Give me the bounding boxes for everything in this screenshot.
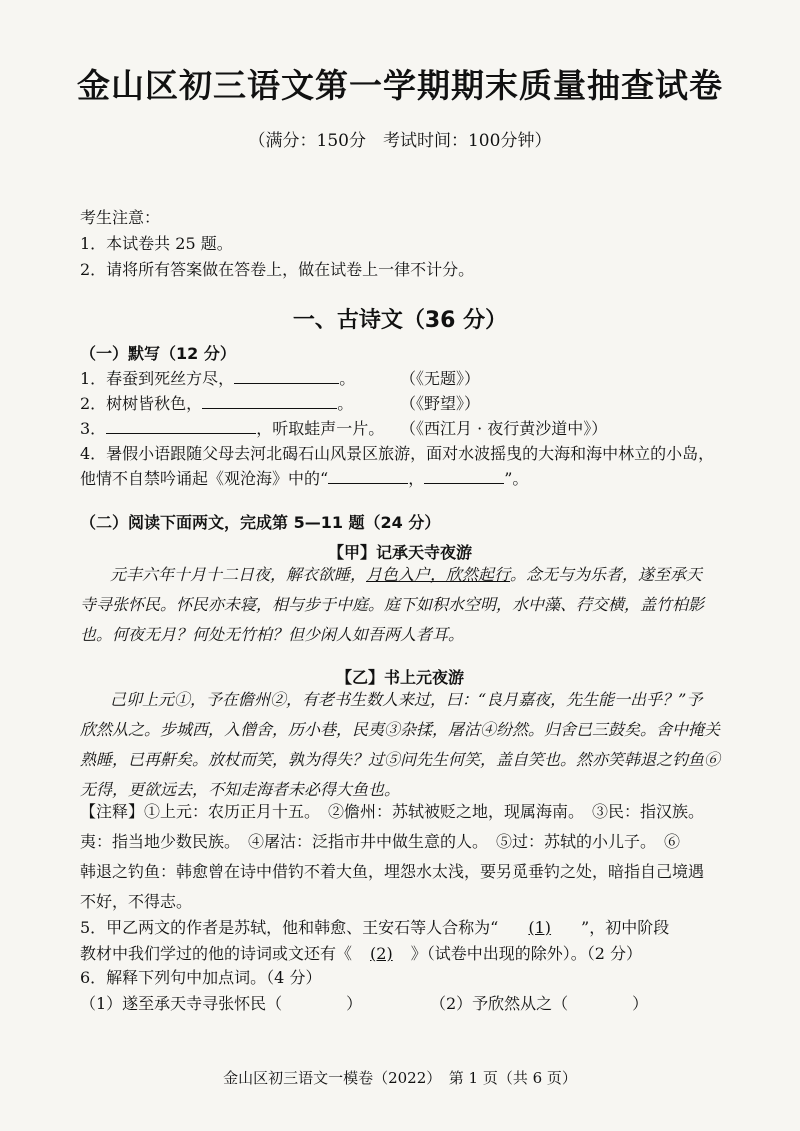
text-span: 》（试卷中出现的除外）。（2 分） — [410, 944, 642, 963]
question-4-line2 — [80, 469, 528, 490]
q2-prefix: 2．树树皆秋色， — [80, 394, 203, 413]
question-4-line1: 4．暑假小语跟随父母去河北碣石山风景区旅游，面对水波摇曳的大海和海中林立的小岛， — [80, 444, 715, 463]
question-5-line1 — [80, 918, 669, 939]
note-line: 韩退之钓鱼：韩愈曾在诗中借钓不着大鱼，埋怨水太浅，要另觅垂钓之处，暗指自己境遇 — [80, 862, 705, 881]
question-5-line2 — [80, 944, 642, 965]
underlined-sentence: 月色入户，欣然起行 — [366, 565, 511, 584]
q2-source: （《野望》） — [400, 394, 481, 413]
annotations — [80, 797, 720, 917]
passage-line: 也。何夜无月？何处无竹柏？但少闲人如吾两人者耳。 — [80, 625, 465, 644]
page-title: 金山区初三语文第一学期期末质量抽查试卷 — [77, 66, 723, 105]
question-6-item-1: （1）遂至承天寺寻张怀民（ ） — [80, 994, 363, 1013]
q4-end: ”。 — [504, 469, 529, 488]
part-heading: （二）阅读下面两文，完成第 5—11 题（24 分） — [80, 513, 441, 532]
notice-item: 1．本试卷共 25 题。 — [80, 234, 233, 253]
notice-item: 2．请将所有答案做在答卷上，做在试卷上一律不计分。 — [80, 260, 475, 279]
q1-suffix: 。 — [339, 369, 356, 388]
text-span: 。念无与为乐者，遂至承天 — [510, 565, 703, 584]
answer-blank[interactable] — [328, 469, 408, 484]
answer-blank[interactable] — [106, 419, 256, 434]
q3-source: （《西江月 · 夜行黄沙道中》） — [400, 419, 608, 438]
question-2 — [80, 394, 353, 415]
answer-blank[interactable]: (2) — [370, 944, 393, 963]
question-6: 6．解释下列句中加点词。（4 分） — [80, 968, 322, 987]
notice-heading: 考生注意： — [80, 208, 161, 227]
section-title: 一、古诗文（36 分） — [292, 308, 508, 333]
part-heading: （一）默写（12 分） — [80, 344, 236, 363]
answer-blank[interactable]: (1) — [528, 918, 552, 937]
exam-info: （满分：150分 考试时间：100分钟） — [248, 131, 552, 151]
passage-line — [80, 560, 720, 590]
passage-yi — [80, 685, 720, 805]
answer-blank[interactable] — [424, 469, 504, 484]
question-6-item-2: （2）予欣然从之（ ） — [430, 994, 649, 1013]
passage-line: 寺寻张怀民。怀民亦未寝，相与步于中庭。庭下如积水空明，水中藻、荇交横，盖竹柏影 — [80, 595, 705, 614]
q4-comma: ， — [408, 469, 425, 488]
passage-line: 熟睡，已再鼾矣。放杖而笑，孰为得失？过⑤问先生何笑，盖自笑也。然亦笑韩退之钓鱼⑥ — [80, 750, 721, 769]
text-span: 教材中我们学过的他的诗词或文还有《 — [80, 944, 353, 963]
passage-line: 欣然从之。步城西，入僧舍，历小巷，民夷③杂揉，屠沽④纷然。归舍已三鼓矣。舍中掩关 — [80, 720, 721, 739]
text-span: 5．甲乙两文的作者是苏轼，他和韩愈、王安石等人合称为“ — [80, 918, 499, 937]
q3-prefix: 3． — [80, 419, 107, 438]
text-span: 元丰六年十月十二日夜，解衣欲睡， — [110, 565, 367, 584]
q3-suffix: ，听取蛙声一片。 — [256, 419, 385, 438]
passage-jia-title: 【甲】记承天寺夜游 — [327, 543, 472, 562]
q4-text: 他情不自禁吟诵起《观沧海》中的“ — [80, 469, 329, 488]
passage-line: 己卯上元①，予在儋州②，有老书生数人来过，曰：“良月嘉夜，先生能一出乎？”予 — [110, 690, 703, 709]
answer-blank[interactable] — [202, 394, 337, 409]
text-span: ”，初中阶段 — [581, 918, 670, 937]
q2-suffix: 。 — [337, 394, 354, 413]
q1-source: （《无题》） — [400, 369, 481, 388]
question-1 — [80, 369, 355, 390]
passage-line: 无得，更欲远去，不知走海者未必得大鱼也。 — [80, 780, 401, 799]
page-footer: 金山区初三语文一模卷（2022） 第 1 页（共 6 页） — [223, 1069, 577, 1087]
note-line: 【注释】①上元：农历正月十五。 ②儋州：苏轼被贬之地，现属海南。 ③民：指汉族。 — [80, 802, 705, 821]
passage-jia — [80, 560, 720, 650]
answer-blank[interactable] — [234, 369, 339, 384]
question-3 — [80, 419, 384, 440]
note-line: 不好，不得志。 — [80, 892, 193, 911]
passage-yi-title: 【乙】书上元夜游 — [335, 668, 464, 687]
note-line: 夷：指当地少数民族。 ④屠沽：泛指市井中做生意的人。 ⑤过：苏轼的小儿子。 ⑥ — [80, 832, 681, 851]
q1-prefix: 1．春蚕到死丝方尽， — [80, 369, 235, 388]
